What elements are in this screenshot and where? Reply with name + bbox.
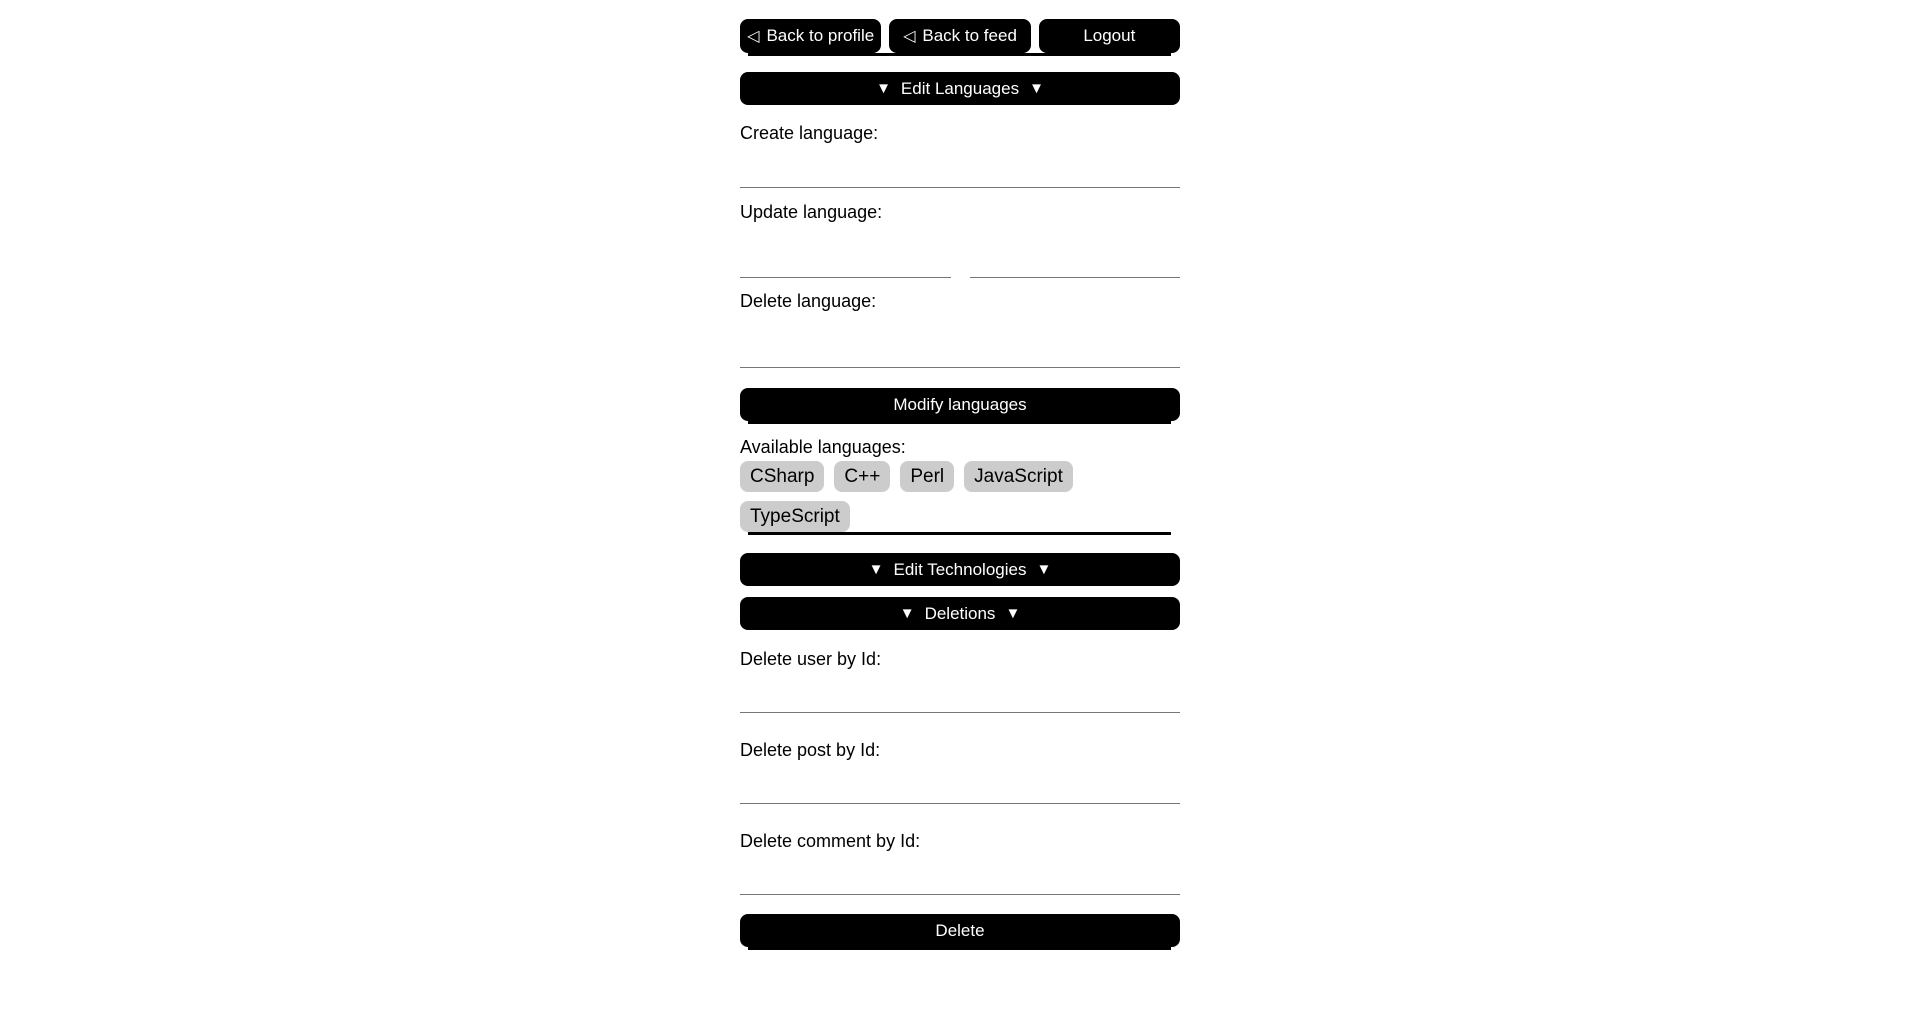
available-languages-label: Available languages: bbox=[740, 437, 906, 457]
caret-down-icon: ▼ bbox=[1029, 80, 1044, 97]
available-languages-list bbox=[740, 461, 1180, 532]
delete-user-label: Delete user by Id: bbox=[740, 649, 882, 669]
caret-down-icon: ▼ bbox=[876, 80, 891, 97]
edit-technologies-toggle[interactable] bbox=[740, 553, 1180, 586]
section-divider bbox=[748, 53, 1171, 56]
caret-down-icon: ▼ bbox=[1005, 605, 1021, 622]
back-to-profile-button[interactable] bbox=[740, 19, 881, 53]
update-language-inputs bbox=[740, 235, 1180, 278]
delete-post-id-input[interactable] bbox=[740, 762, 1180, 804]
delete-post-label: Delete post by Id: bbox=[740, 740, 881, 760]
back-triangle-icon: ◁ bbox=[903, 28, 916, 45]
update-language-new-input[interactable] bbox=[970, 235, 1181, 278]
section-divider bbox=[748, 947, 1171, 950]
section-divider bbox=[748, 421, 1171, 424]
modify-languages-label: Modify languages bbox=[893, 394, 1027, 414]
back-to-feed-button[interactable] bbox=[889, 19, 1030, 53]
modify-languages-button[interactable] bbox=[740, 388, 1180, 421]
back-to-feed-label: Back to feed bbox=[922, 26, 1017, 45]
edit-languages-toggle[interactable] bbox=[740, 72, 1180, 105]
delete-language-input[interactable] bbox=[740, 325, 1180, 368]
logout-label: Logout bbox=[1083, 26, 1136, 45]
edit-technologies-toggle-label: Edit Technologies bbox=[893, 559, 1027, 579]
delete-language-label: Delete language: bbox=[740, 291, 877, 311]
language-tag: Perl bbox=[900, 461, 954, 492]
delete-comment-id-input[interactable] bbox=[740, 853, 1180, 895]
caret-down-icon: ▼ bbox=[1036, 561, 1052, 578]
back-to-profile-label: Back to profile bbox=[766, 26, 875, 45]
create-language-input[interactable] bbox=[740, 145, 1180, 188]
delete-button[interactable] bbox=[740, 914, 1180, 947]
update-language-old-input[interactable] bbox=[740, 235, 951, 278]
delete-button-label: Delete bbox=[935, 920, 985, 940]
logout-button[interactable] bbox=[1039, 19, 1180, 53]
back-triangle-icon: ◁ bbox=[747, 28, 760, 45]
section-divider bbox=[748, 532, 1171, 535]
language-tag: CSharp bbox=[740, 461, 824, 492]
delete-comment-label: Delete comment by Id: bbox=[740, 831, 921, 851]
top-button-row bbox=[740, 19, 1180, 53]
create-language-label: Create language: bbox=[740, 123, 879, 143]
language-tag: JavaScript bbox=[964, 461, 1073, 492]
edit-languages-toggle-label: Edit Languages bbox=[900, 78, 1020, 98]
deletions-toggle[interactable] bbox=[740, 597, 1180, 630]
content-column bbox=[740, 0, 1180, 950]
delete-user-id-input[interactable] bbox=[740, 671, 1180, 713]
caret-down-icon: ▼ bbox=[899, 605, 915, 622]
language-tag: TypeScript bbox=[740, 501, 850, 532]
caret-down-icon: ▼ bbox=[868, 561, 884, 578]
language-tag: C++ bbox=[834, 461, 890, 492]
deletions-toggle-label: Deletions bbox=[924, 603, 996, 623]
update-language-label: Update language: bbox=[740, 202, 883, 222]
